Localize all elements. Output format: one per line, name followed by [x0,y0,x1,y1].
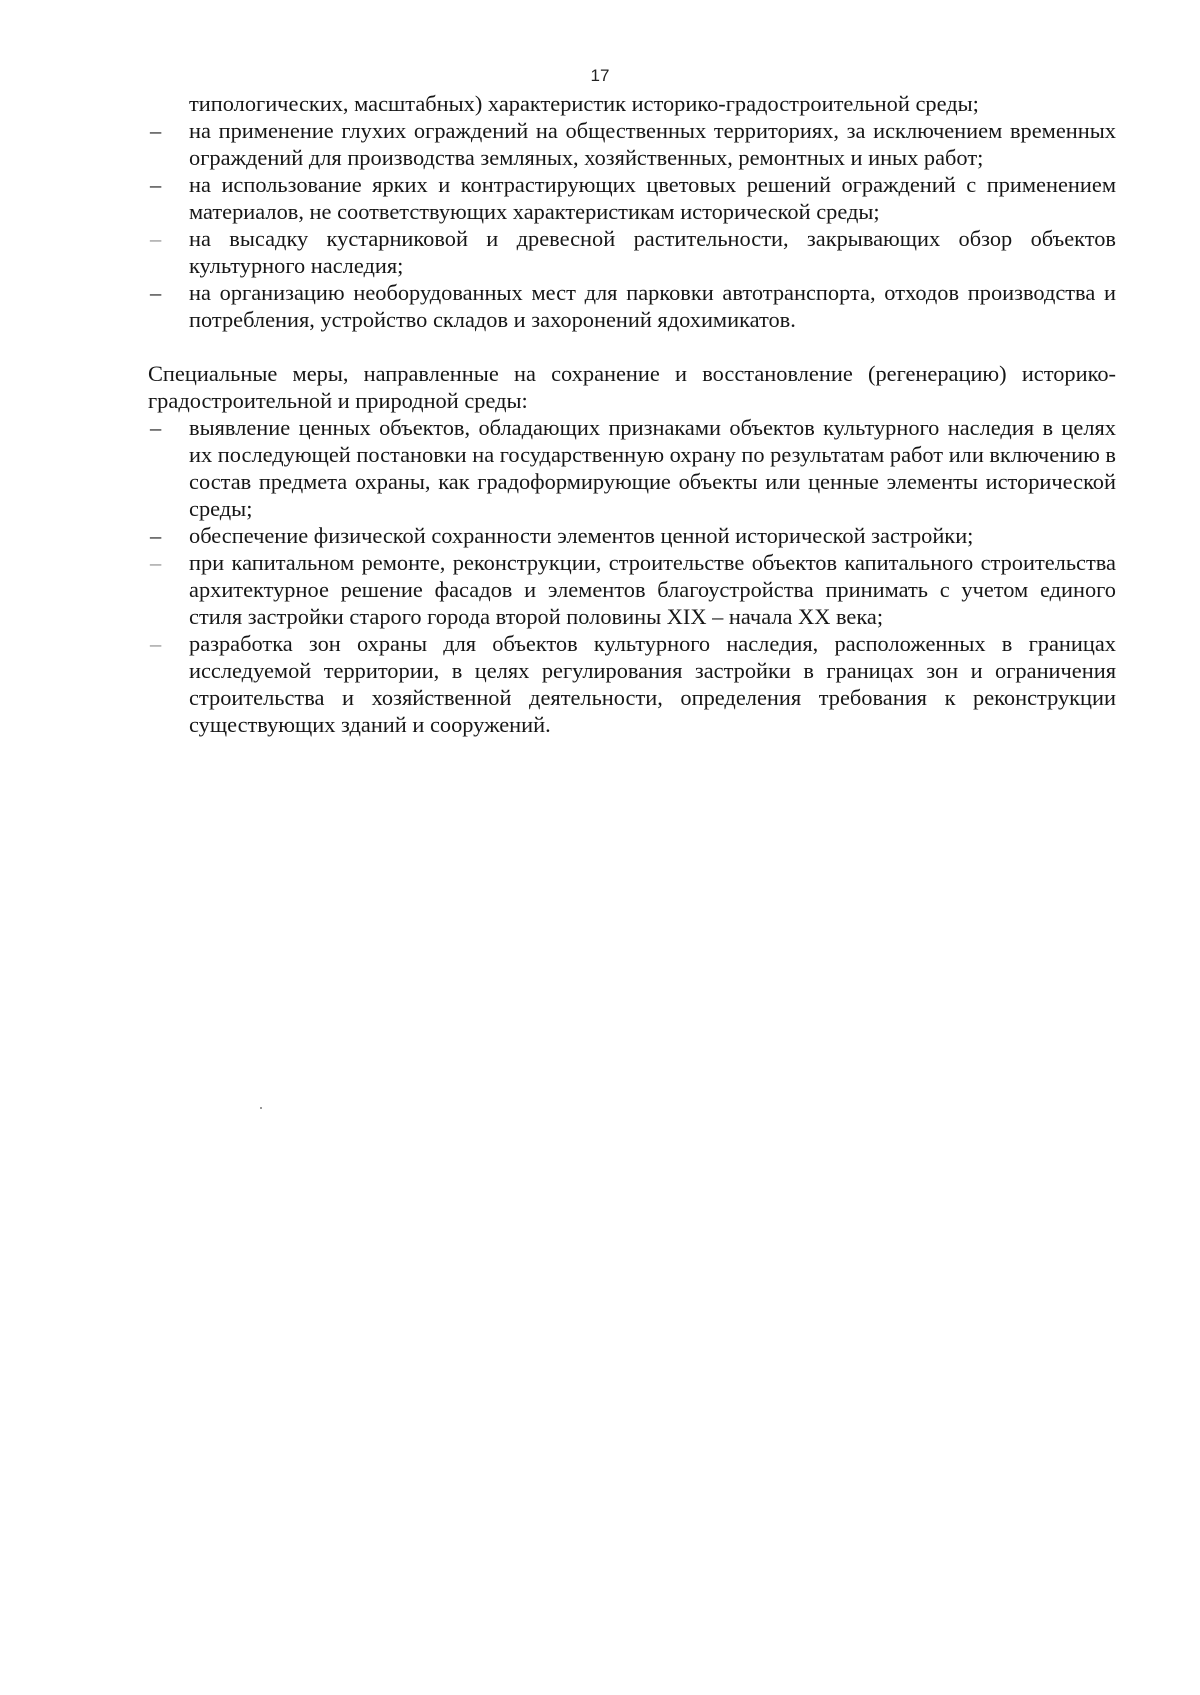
dash-bullet: – [150,280,162,305]
list-item-text: на использование ярких и контрастирующих цветовых решений ограждений с применением материалов, не соответствующих характеристикам исторической среды; [189,172,1116,224]
restrictions-list [148,117,1116,333]
list-item-text: на организацию необорудованных мест для парковки автотранспорта, отходов производства и потребления, устройство складов и захоронений ядохимикатов. [189,280,1116,332]
scan-speck [260,1107,262,1109]
document-body [148,90,1116,738]
list-item-text: обеспечение физической сохранности элементов ценной исторической застройки; [189,523,974,548]
dash-bullet: – [150,118,162,143]
special-measures-list [148,414,1116,738]
list-item [148,630,1116,738]
list-item [148,549,1116,630]
dash-bullet: – [150,631,162,656]
list-item [148,117,1116,171]
page-number: 17 [590,66,610,85]
list-item-text: на высадку кустарниковой и древесной растительности, закрывающих обзор объектов культурного наследия; [189,226,1116,278]
list-item-text: разработка зон охраны для объектов культурного наследия, расположенных в границах исследуемой территории, в целях регулирования застройки в границах зон и ограничения строительства и хозяйственной деятельности, определения требования к реконструкции существующих зданий и сооружений. [189,631,1116,737]
list-item [148,414,1116,522]
list-item [148,171,1116,225]
special-measures-intro: Специальные меры, направленные на сохранение и восстановление (регенерацию) историко-градостроительной и природной среды: [148,361,1116,413]
dash-bullet: – [150,226,162,251]
dash-bullet: – [150,550,162,575]
list-item-text: при капитальном ремонте, реконструкции, строительстве объектов капитального строительства архитектурное решение фасадов и элементов благоустройства принимать с учетом единого стиля застройки старого города второй половины XIX – начала XX века; [189,550,1116,629]
list-item [148,225,1116,279]
dash-bullet: – [150,172,162,197]
list-item [148,279,1116,333]
continued-line: типологических, масштабных) характеристик историко-градостроительной среды; [189,91,979,116]
dash-bullet: – [150,523,162,548]
list-item-text: на применение глухих ограждений на общественных территориях, за исключением временных ограждений для производства земляных, хозяйственных, ремонтных и иных работ; [189,118,1116,170]
list-item-text: выявление ценных объектов, обладающих признаками объектов культурного наследия в целях их последующей постановки на государственную охрану по результатам работ или включению в состав предмета охраны, как градоформирующие объекты или ценные элементы исторической среды; [189,415,1116,521]
list-item [148,522,1116,549]
dash-bullet: – [150,415,162,440]
